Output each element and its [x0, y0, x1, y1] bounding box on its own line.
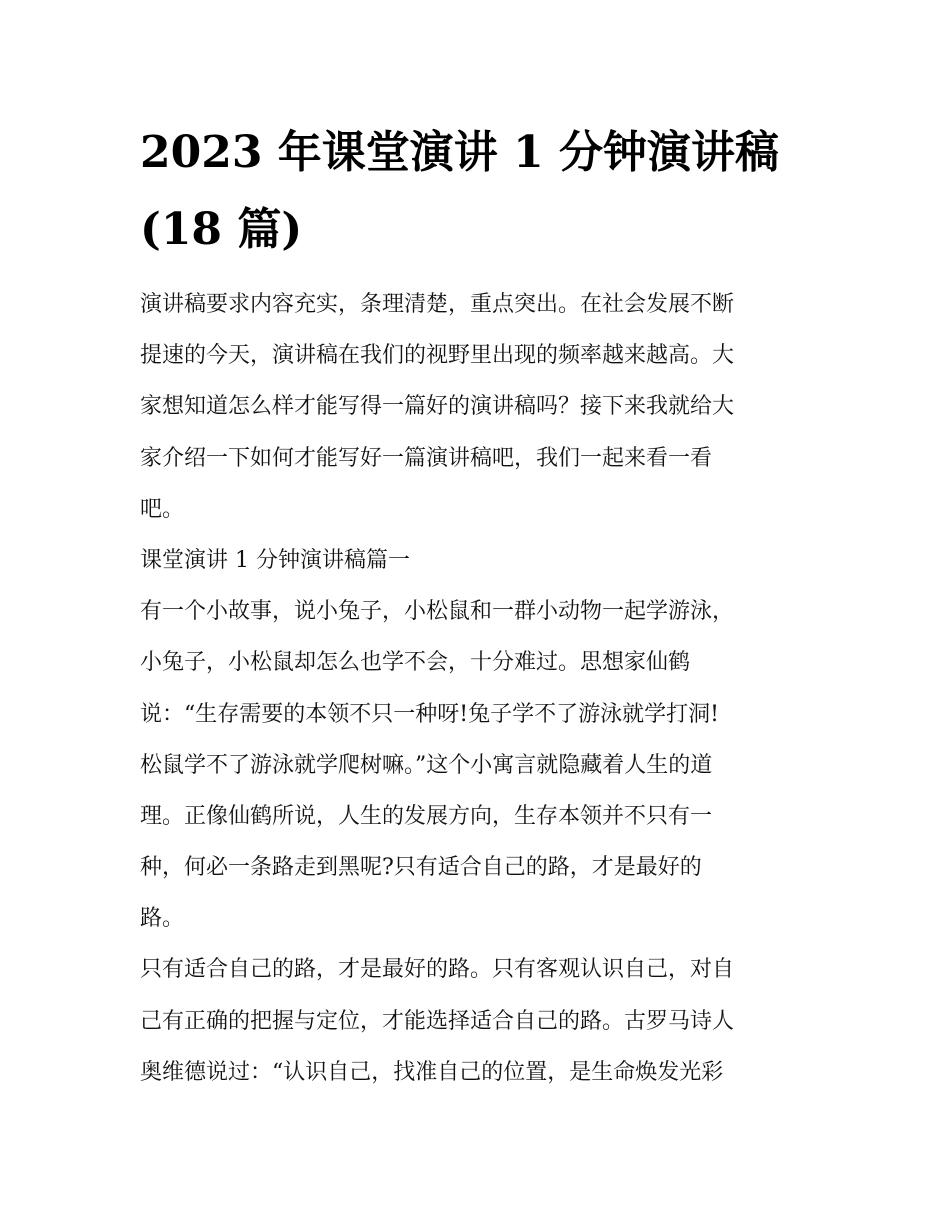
path-paragraph — [140, 944, 816, 1098]
text-line: 家想知道怎么样才能写得一篇好的演讲稿吗？接下来我就给大 — [140, 394, 735, 420]
text-line: 吧。 — [140, 496, 185, 522]
text-line: 提速的今天，演讲稿在我们的视野里出现的频率越来越高。大 — [140, 343, 735, 369]
intro-paragraph — [140, 279, 816, 535]
story-paragraph — [140, 586, 816, 944]
section-heading: 课堂演讲 1 分钟演讲稿篇一 — [140, 547, 410, 573]
text-line: 理。正像仙鹤所说，人生的发展方向，生存本领并不只有一 — [140, 803, 713, 829]
text-line: 路。 — [140, 906, 185, 932]
text-line: 松鼠学不了游泳就学爬树嘛。”这个小寓言就隐藏着人生的道 — [140, 752, 713, 778]
text-line: 小兔子，小松鼠却怎么也学不会，十分难过。思想家仙鹤 — [140, 650, 691, 676]
text-line: 己有正确的把握与定位，才能选择适合自己的路。古罗马诗人 — [140, 1008, 735, 1034]
text-line: 只有适合自己的路，才是最好的路。只有客观认识自己，对自 — [140, 957, 735, 983]
document-title — [140, 114, 820, 268]
text-line: 说：“生存需要的本领不只一种呀!兔子学不了游泳就学打洞! — [140, 701, 719, 727]
document-body — [140, 279, 816, 1098]
text-line: 演讲稿要求内容充实，条理清楚，重点突出。在社会发展不断 — [140, 292, 735, 317]
title-line: (18 篇) — [140, 204, 303, 255]
text-line: 家介绍一下如何才能写好一篇演讲稿吧，我们一起来看一看 — [140, 445, 713, 471]
text-line: 奥维德说过：“认识自己，找准自己的位置，是生命焕发光彩 — [140, 1059, 724, 1085]
title-line: 2023 年课堂演讲 1 分钟演讲稿 — [140, 127, 780, 178]
text-line: 有一个小故事，说小兔子，小松鼠和一群小动物一起学游泳， — [140, 599, 735, 625]
text-line: 种，何必一条路走到黑呢?只有适合自己的路，才是最好的 — [140, 855, 702, 881]
